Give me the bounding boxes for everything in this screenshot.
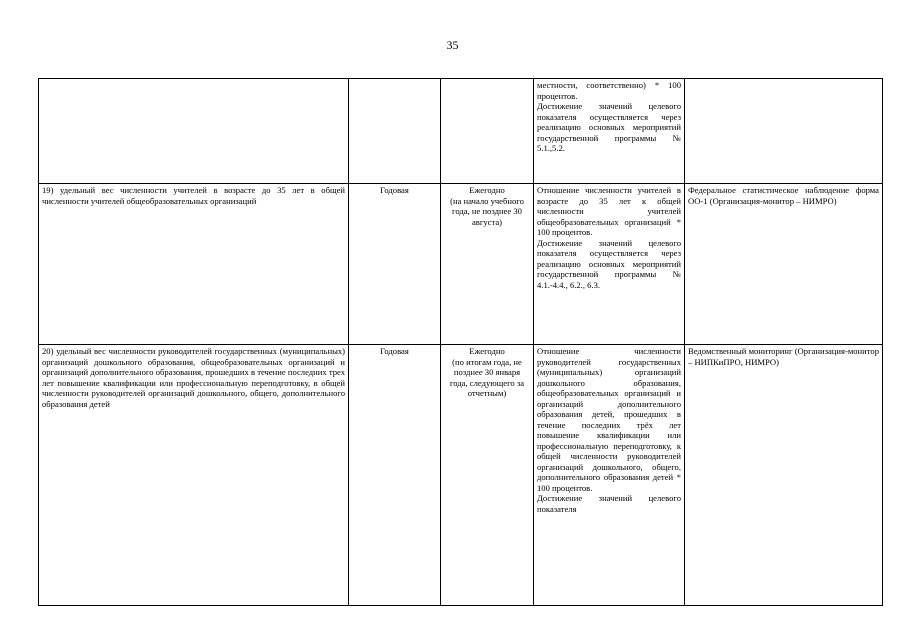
- method-cell: Отношение численности учителей в возрасте до 35 лет к общей численности учителей общеобразовательных организаций * 100 процентов. Достижение значений целевого показателя осуществляется через реализацию основных мероприятий государственной программы № 4.1.-4.4., 6.2., 6.3.: [534, 184, 685, 345]
- periodicity-cell: Годовая: [349, 184, 441, 345]
- page-number: 35: [446, 38, 459, 52]
- periodicity-cell: Годовая: [349, 345, 441, 606]
- table-row: [39, 345, 883, 606]
- indicator-cell: 19) удельный вес численности учителей в возрасте до 35 лет в общей численности учителей общеобразовательных организаций: [39, 184, 349, 345]
- source-cell: [685, 79, 883, 184]
- timing-cell: Ежегодно (по итогам года, не позднее 30 января года, следующего за отчетным): [441, 345, 534, 606]
- timing-cell: [441, 79, 534, 184]
- periodicity-cell: [349, 79, 441, 184]
- source-cell: Федеральное статистическое наблюдение форма ОО-1 (Организация-монитор – НИМРО): [685, 184, 883, 345]
- method-cell: местности, соответственно) * 100 процентов. Достижение значений целевого показателя осуществляется через реализацию основных мероприятий государственной программы № 5.1.,5.2.: [534, 79, 685, 184]
- indicators-table: [38, 78, 883, 606]
- method-cell: Отношение численности руководителей государственных (муниципальных) организаций дошкольного образования, общеобразовательных организаций и организаций дополнительного образования детей, прошедших в течение последних трёх лет повышение квалификации или профессиональную переподготовку, к общей численности руководителей организаций дошкольного, общего, дополнительного образования детей * 100 процентов. Достижение значений целевого показателя: [534, 345, 685, 606]
- timing-cell: Ежегодно (на начало учебного года, не позднее 30 августа): [441, 184, 534, 345]
- source-cell: Ведомственный мониторинг (Организация-монитор – НИПКиПРО, НИМРО): [685, 345, 883, 606]
- table-row: [39, 79, 883, 184]
- indicator-cell: 20) удельный вес численности руководителей государственных (муниципальных) организаций дошкольного образования, общеобразовательных организаций и организаций дополнительного образования, прошедших в течение последних трех лет повышение квалификации или профессиональную переподготовку, в общей численности руководителей организаций дошкольного, общего, дополнительного образования детей: [39, 345, 349, 606]
- indicator-cell: [39, 79, 349, 184]
- table-row: [39, 184, 883, 345]
